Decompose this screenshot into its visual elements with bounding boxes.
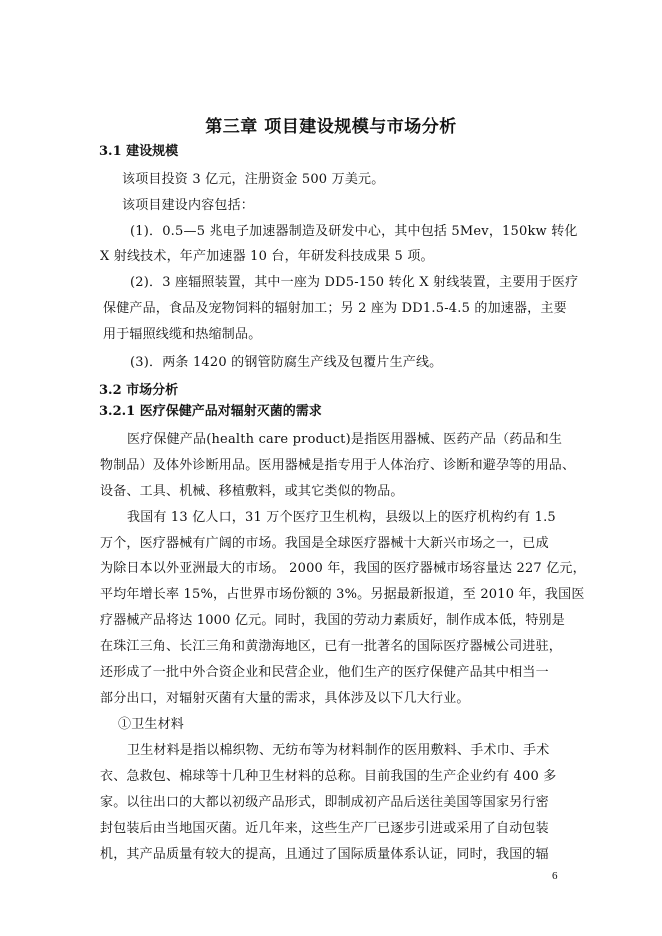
subsection-heading-3-2-1: 3.2.1 医疗保健产品对辐射灭菌的需求 — [99, 404, 322, 419]
paragraph-line: 家。以往出口的大都以初级产品形式，即制成初产品后送往美国等国家另行密 — [100, 795, 549, 810]
paragraph-line: 疗器械产品将达 1000 亿元。同时，我国的劳动力素质好，制作成本低，特别是 — [100, 613, 565, 628]
section-heading-3-1: 3.1 建设规模 — [99, 144, 179, 159]
paragraph-line: 该项目建设内容包括： — [122, 198, 255, 213]
paragraph-line: 医疗保健产品(health care product)是指医用器械、医药产品（药品和生 — [127, 432, 563, 447]
paragraph-line: 部分出口，对辐射灭菌有大量的需求，具体涉及以下几大行业。 — [100, 691, 470, 706]
list-item-line: (2)．3 座辐照装置，其中一座为 DD5-150 转化 X 射线装置，主要用于医疗 — [130, 275, 579, 290]
paragraph-line: 还形成了一批中外合资企业和民营企业，他们生产的医疗保健产品其中相当一 — [100, 665, 549, 680]
paragraph-line: 在珠江三角、长江三角和黄渤海地区，已有一批著名的国际医疗器械公司进驻， — [100, 639, 563, 654]
list-marker-line: ①卫生材料 — [118, 717, 185, 732]
paragraph-line: 该项目投资 3 亿元，注册资金 500 万美元。 — [122, 172, 385, 187]
paragraph-line: 为除日本以外亚洲最大的市场。 2000 年，我国的医疗器械市场容量达 227 亿元， — [100, 561, 586, 576]
paragraph-line: 衣、急救包、棉球等十几种卫生材料的总称。目前我国的生产企业约有 400 多 — [100, 769, 557, 784]
paragraph-line: 机，其产品质量有较大的提高，且通过了国际质量体系认证，同时，我国的辐 — [100, 847, 549, 862]
paragraph-line: 封包装后由当地国灭菌。近几年来，这些生产厂已逐步引进或采用了自动包装 — [100, 821, 549, 836]
list-item-line: 用于辐照线缆和热缩制品。 — [103, 327, 262, 342]
list-item-line: (3)．两条 1420 的钢管防腐生产线及包覆片生产线。 — [130, 355, 443, 370]
list-item-line: X 射线技术，年产加速器 10 台，年研发科技成果 5 项。 — [100, 249, 434, 264]
paragraph-line: 平均年增长率 15%，占世界市场份额的 3%。另据最新报道，至 2010 年，我国医 — [100, 587, 585, 602]
page-number: 6 — [552, 870, 558, 882]
list-item-line: 保健产品，食品及宠物饲料的辐射加工；另 2 座为 DD1.5-4.5 的加速器，主要 — [103, 301, 567, 316]
paragraph-line: 卫生材料是指以棉织物、无纺布等为材料制作的医用敷料、手术巾、手术 — [127, 743, 550, 758]
list-item-line: (1)．0.5—5 兆电子加速器制造及研发中心，其中包括 5Mev，150kw 转化 — [130, 224, 578, 239]
section-heading-3-2: 3.2 市场分析 — [99, 383, 179, 398]
paragraph-line: 设备、工具、机械、移植敷料，或其它类似的物品。 — [100, 484, 404, 499]
paragraph-line: 物制品）及体外诊断用品。医用器械是指专用于人体治疗、诊断和避孕等的用品、 — [100, 458, 576, 473]
chapter-title: 第三章 项目建设规模与市场分析 — [205, 117, 457, 137]
paragraph-line: 万个，医疗器械有广阔的市场。我国是全球医疗器械十大新兴市场之一，已成 — [100, 536, 549, 551]
paragraph-line: 我国有 13 亿人口，31 万个医疗卫生机构，县级以上的医疗机构约有 1.5 — [127, 510, 556, 525]
